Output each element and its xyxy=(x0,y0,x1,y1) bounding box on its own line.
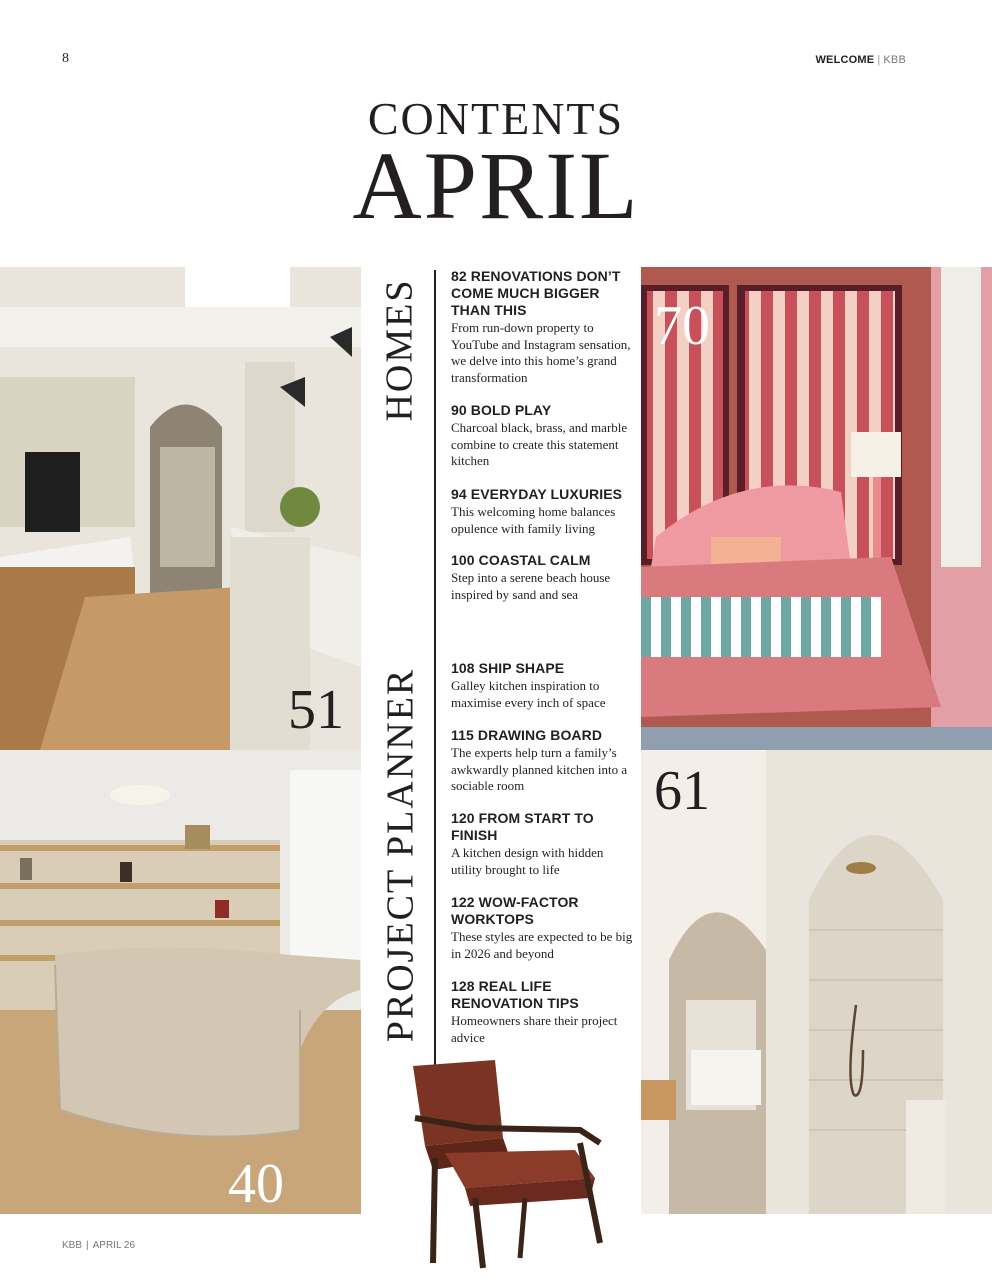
entry-heading: 128 REAL LIFE RENOVATION TIPS xyxy=(451,978,579,1011)
contents-entry[interactable] xyxy=(451,894,636,962)
contents-entry[interactable] xyxy=(451,268,636,386)
section-project-planner-label xyxy=(375,650,425,1060)
photo-curved-island xyxy=(0,750,361,1214)
contents-entry[interactable] xyxy=(451,552,636,603)
page-number: 8 xyxy=(62,51,69,66)
entry-description: Charcoal black, brass, and marble combine to create this statement kitchen xyxy=(451,420,628,468)
entry-heading: 122 WOW-FACTOR WORKTOPS xyxy=(451,894,579,927)
entry-heading: 94 EVERYDAY LUXURIES xyxy=(451,486,623,502)
page-ref-bedroom: 70 xyxy=(654,295,710,357)
page-ref-bathroom: 61 xyxy=(654,760,710,822)
contents-entry[interactable] xyxy=(451,810,636,878)
entry-description: A kitchen design with hidden utility brought to life xyxy=(451,845,604,877)
entry-description: These styles are expected to be big in 2026 and beyond xyxy=(451,929,633,961)
entry-heading: 108 SHIP SHAPE xyxy=(451,660,565,676)
contents-entry[interactable] xyxy=(451,727,636,795)
entry-heading: 120 FROM START TO FINISH xyxy=(451,810,594,843)
page-footer xyxy=(62,1240,135,1251)
magazine-name: KBB xyxy=(883,54,906,66)
page-ref-curved-island: 40 xyxy=(228,1153,284,1215)
entry-heading: 90 BOLD PLAY xyxy=(451,402,552,418)
separator: | xyxy=(877,54,881,66)
entry-heading: 82 RENOVATIONS DON’T COME MUCH BIGGER THAN THIS xyxy=(451,268,621,318)
entry-description: From run-down property to YouTube and Instagram sensation, we delve into this home’s grand transformation xyxy=(451,320,631,385)
entry-heading: 100 COASTAL CALM xyxy=(451,552,591,568)
entry-description: The experts help turn a family’s awkwardly planned kitchen into a sociable room xyxy=(451,745,628,793)
entry-description: This welcoming home balances opulence with family living xyxy=(451,504,616,536)
section-tag xyxy=(815,54,906,66)
footer-issue: APRIL 26 xyxy=(92,1240,136,1251)
photo-armchair xyxy=(405,1058,610,1270)
entry-heading: 115 DRAWING BOARD xyxy=(451,727,603,743)
month-title: APRIL xyxy=(352,132,640,239)
contents-title: CONTENTS xyxy=(367,93,625,144)
footer-magazine: KBB xyxy=(62,1240,83,1251)
contents-entry[interactable] xyxy=(451,978,636,1046)
section-homes-label xyxy=(375,270,425,430)
section-project-planner-text: PROJECT PLANNER xyxy=(379,667,421,1043)
section-label: WELCOME xyxy=(815,54,875,66)
footer-separator: | xyxy=(86,1240,89,1251)
entry-description: Homeowners share their project advice xyxy=(451,1013,618,1045)
contents-entry[interactable] xyxy=(451,486,636,537)
entry-description: Step into a serene beach house inspired by sand and sea xyxy=(451,570,611,602)
entry-description: Galley kitchen inspiration to maximise every inch of space xyxy=(451,678,606,710)
page-ref-kitchen-arch: 51 xyxy=(288,679,344,741)
photo-kitchen-arch xyxy=(0,267,361,750)
section-homes-text: HOMES xyxy=(379,278,421,422)
contents-entry[interactable] xyxy=(451,402,636,470)
contents-entry[interactable] xyxy=(451,660,636,711)
